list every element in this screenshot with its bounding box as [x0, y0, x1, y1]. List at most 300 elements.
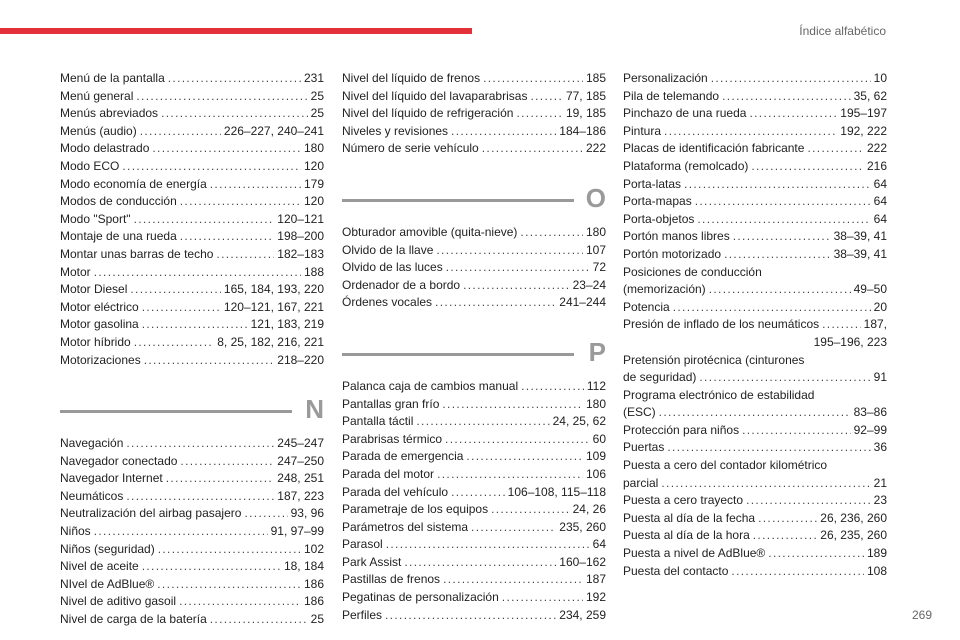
leader-dots [168, 70, 301, 88]
index-entry [60, 488, 324, 506]
section-heading-n [60, 389, 324, 429]
index-entry [623, 158, 887, 176]
index-entry [342, 571, 606, 589]
leader-dots [530, 88, 563, 106]
entry-term: Menús (audio) [60, 123, 137, 138]
index-entry [623, 140, 887, 158]
entry-pages: 24, 25, 62 [552, 414, 606, 429]
leader-dots [699, 369, 870, 387]
index-entry [60, 558, 324, 576]
index-entry [623, 299, 887, 317]
section-letter: O [585, 182, 606, 213]
index-entry [342, 105, 606, 123]
entry-term: (ESC) [623, 405, 656, 420]
entry-pages: 184–186 [559, 123, 606, 138]
entry-term: Palanca caja de cambios manual [342, 378, 519, 393]
entry-pages: 120 [303, 194, 324, 209]
leader-dots [751, 158, 864, 176]
index-entry [623, 404, 887, 422]
entry-pages: 72 [592, 260, 606, 275]
leader-dots [697, 211, 870, 229]
leader-dots [742, 422, 851, 440]
entry-pages: 185 [585, 71, 606, 85]
entry-term: Pantalla táctil [342, 414, 414, 429]
entry-pages: 64 [873, 211, 887, 226]
index-column-1 [60, 70, 324, 629]
entry-pages: 38–39, 41 [833, 229, 887, 244]
section-heading-o [342, 178, 606, 218]
leader-dots [684, 176, 871, 194]
entry-pages: 121, 183, 219 [250, 317, 324, 332]
entry-term: Modo delastrado [60, 141, 150, 156]
leader-dots [94, 264, 301, 282]
index-entry [342, 242, 606, 260]
entry-term: Olvido de la llave [342, 242, 434, 257]
leader-dots [731, 563, 864, 581]
index-entry-line: Pretensión pirotécnica (cinturones [623, 352, 805, 367]
entry-pages: 25 [310, 106, 324, 121]
entry-pages: 222 [585, 141, 606, 156]
index-entry [623, 88, 887, 106]
entry-pages: 93, 96 [290, 506, 324, 521]
leader-dots [442, 396, 583, 414]
leader-dots [180, 193, 301, 211]
entry-pages: 23–24 [572, 277, 606, 292]
entry-term: Pastillas de frenos [342, 572, 441, 587]
index-entry [623, 422, 887, 440]
index-entry [60, 123, 324, 141]
index-entry [60, 505, 324, 523]
leader-dots [709, 281, 851, 299]
entry-pages: 102 [303, 541, 324, 556]
entry-pages: 108 [866, 563, 887, 578]
entry-pages: 83–86 [853, 405, 887, 420]
entry-term: Neutralización del airbag pasajero [60, 506, 242, 521]
entry-list [623, 492, 887, 580]
index-entry [342, 589, 606, 607]
entry-pages: 23 [873, 493, 887, 508]
index-entry [623, 439, 887, 457]
index-entry [342, 519, 606, 537]
entry-term: Park Assist [342, 554, 402, 569]
leader-dots [180, 228, 275, 246]
index-entry [623, 281, 887, 299]
leader-dots [435, 294, 556, 312]
entry-pages: 106–108, 115–118 [507, 484, 606, 499]
entry-term: Ordenador de a bordo [342, 277, 461, 292]
section-rule [342, 353, 574, 356]
leader-dots [244, 505, 287, 523]
leader-dots [385, 607, 556, 625]
index-entry [623, 193, 887, 211]
entry-term: Puesta al día de la fecha [623, 510, 756, 525]
page-header-title: Índice alfabético [799, 24, 886, 38]
leader-dots [446, 259, 590, 277]
index-entry [60, 70, 324, 88]
entry-pages: 234, 259 [559, 607, 606, 622]
index-entry [623, 492, 887, 510]
entry-pages: 187 [585, 572, 606, 587]
entry-pages: 77, 185 [565, 88, 606, 103]
entry-term: Nivel del líquido de frenos [342, 71, 481, 85]
index-entry [623, 316, 887, 334]
index-entry [60, 88, 324, 106]
entry-term: Niños (seguridad) [60, 541, 155, 556]
entry-term: Motor híbrido [60, 334, 131, 349]
leader-dots [520, 224, 583, 242]
entry-pages: 8, 25, 182, 216, 221 [217, 334, 324, 349]
entry-pages: 91, 97–99 [270, 524, 324, 539]
entry-term: Puesta a nivel de AdBlue® [623, 546, 766, 561]
entry-term: Nivel de carga de la batería [60, 612, 207, 627]
entry-term: Personalización [623, 71, 708, 85]
entry-term: Neumáticos [60, 488, 124, 503]
entry-term: Motor Diesel [60, 282, 128, 297]
index-entry [60, 453, 324, 471]
entry-pages: 36 [873, 440, 887, 455]
entry-pages: 245–247 [277, 436, 324, 451]
entry-term: (memorización) [623, 282, 706, 297]
index-entry [342, 554, 606, 572]
entry-term: Niños [60, 524, 91, 539]
entry-pages: 179 [303, 176, 324, 191]
entry-term: Modo ECO [60, 158, 120, 173]
entry-term: Portón motorizado [623, 246, 722, 261]
leader-dots [130, 281, 221, 299]
leader-dots [180, 453, 274, 471]
entry-pages: 216 [866, 158, 887, 173]
entry-term: Montaje de una rueda [60, 229, 177, 244]
leader-dots [463, 277, 570, 295]
index-entry-line: Posiciones de conducción [623, 264, 762, 279]
entry-pages: 186 [303, 594, 324, 609]
leader-dots [807, 140, 864, 158]
entry-term: Parametraje de los equipos [342, 502, 489, 517]
leader-dots [436, 242, 583, 260]
entry-term: Navegador conectado [60, 453, 178, 468]
index-entry [60, 299, 324, 317]
entry-list [342, 224, 606, 312]
entry-pages: 35, 62 [853, 88, 887, 103]
entry-term: Potencia [623, 299, 670, 314]
entry-pages: 160–162 [559, 554, 606, 569]
entry-list [623, 422, 887, 457]
leader-dots [210, 611, 308, 629]
index-entry [342, 448, 606, 466]
entry-term: Navegación [60, 436, 124, 451]
entry-term: Porta-latas [623, 176, 682, 191]
section-letter: N [305, 394, 324, 425]
entry-term: Puesta a cero trayecto [623, 493, 744, 508]
entry-list [60, 435, 324, 629]
index-entry [342, 259, 606, 277]
entry-term: Nivel del líquido del lavaparabrisas [342, 88, 528, 103]
index-entry [60, 523, 324, 541]
entry-pages: 120–121, 167, 221 [223, 299, 324, 314]
index-entry [623, 228, 887, 246]
entry-pages: 187, 223 [277, 488, 324, 503]
entry-pages: 222 [866, 141, 887, 156]
section-heading-p [342, 332, 606, 372]
index-entry [342, 224, 606, 242]
entry-term: Nivel de aditivo gasoil [60, 594, 177, 609]
index-entry [60, 264, 324, 282]
entry-pages: 109 [585, 449, 606, 464]
index-entry [623, 70, 887, 88]
index-entry [342, 501, 606, 519]
entry-list [623, 70, 887, 264]
entry-pages: 235, 260 [559, 519, 606, 534]
index-entry [342, 88, 606, 106]
leader-dots [152, 140, 301, 158]
entry-term: Obturador amovible (quita-nieve) [342, 224, 518, 239]
entry-term: Pila de telemando [623, 88, 720, 103]
leader-dots [142, 299, 221, 317]
section-letter: P [588, 336, 606, 367]
entry-term: Nivel del líquido de refrigeración [342, 106, 514, 121]
leader-dots [136, 88, 307, 106]
leader-dots [179, 593, 301, 611]
entry-term: Presión de inflado de los neumáticos [623, 317, 820, 332]
leader-dots [724, 246, 831, 264]
leader-dots [126, 435, 274, 453]
index-entry [623, 369, 887, 387]
entry-pages: 188 [303, 264, 324, 279]
section-rule [342, 199, 574, 202]
entry-pages: 218–220 [277, 352, 324, 367]
entry-term: Protección para niños [623, 422, 740, 437]
leader-dots [471, 519, 556, 537]
entry-term: Porta-objetos [623, 211, 695, 226]
index-entry-line: Programa electrónico de estabilidad [623, 387, 815, 402]
index-entry [342, 294, 606, 312]
index-entry [60, 435, 324, 453]
index-entry [60, 611, 324, 629]
leader-dots [758, 510, 817, 528]
accent-bar [0, 28, 472, 34]
entry-pages: 18, 184 [283, 559, 324, 574]
page-number: 269 [911, 608, 932, 622]
entry-term: Nivel de aceite [60, 559, 139, 574]
entry-pages-continued: 195–196, 223 [813, 334, 887, 349]
entry-term: Modo "Sport" [60, 211, 131, 226]
leader-dots [126, 488, 274, 506]
entry-pages: 187, [863, 317, 887, 332]
entry-pages: 49–50 [853, 282, 887, 297]
entry-term: Parada del vehículo [342, 484, 449, 499]
leader-dots [482, 140, 583, 158]
index-entry-line: Puesta a cero del contador kilométrico [623, 458, 828, 473]
leader-dots [140, 123, 221, 141]
leader-dots [144, 352, 275, 370]
leader-dots [134, 211, 275, 229]
index-entry [60, 334, 324, 352]
leader-dots [445, 431, 590, 449]
index-entry [60, 316, 324, 334]
entry-pages: 226–227, 240–241 [223, 123, 324, 138]
entry-term: Número de serie vehículo [342, 141, 479, 156]
entry-pages: 180 [303, 141, 324, 156]
leader-dots [722, 88, 851, 106]
index-entry [623, 545, 887, 563]
entry-pages: 241–244 [559, 295, 606, 310]
leader-dots [664, 123, 837, 141]
entry-pages: 180 [585, 396, 606, 411]
entry-pages: 60 [592, 431, 606, 446]
entry-term: Porta-mapas [623, 194, 692, 209]
index-entry [60, 228, 324, 246]
entry-pages: 198–200 [277, 229, 324, 244]
entry-pages: 112 [586, 378, 606, 393]
entry-pages: 38–39, 41 [833, 246, 887, 261]
entry-list [342, 70, 606, 158]
entry-pages: 120–121 [277, 211, 324, 226]
entry-term: Modos de conducción [60, 194, 177, 209]
entry-pages: 165, 184, 193, 220 [223, 282, 324, 297]
leader-dots [695, 193, 871, 211]
index-entry [623, 475, 887, 493]
leader-dots [386, 536, 590, 554]
leader-dots [667, 439, 870, 457]
entry-term: de seguridad) [623, 370, 697, 385]
index-entry [60, 246, 324, 264]
entry-list [342, 378, 606, 624]
entry-term: Placas de identificación fabricante [623, 141, 805, 156]
entry-term: Olvido de las luces [342, 260, 443, 275]
entry-term: Menú de la pantalla [60, 71, 165, 85]
index-entry [623, 527, 887, 545]
leader-dots [749, 105, 837, 123]
index-entry [60, 470, 324, 488]
entry-pages: 10 [873, 71, 887, 85]
leader-dots [122, 158, 301, 176]
leader-dots [733, 228, 831, 246]
leader-dots [491, 501, 570, 519]
entry-term: Motor eléctrico [60, 299, 139, 314]
entry-pages: 195–197 [840, 106, 887, 121]
entry-pages: 92–99 [853, 422, 887, 437]
leader-dots [451, 123, 556, 141]
entry-pages: 19, 185 [565, 106, 606, 121]
leader-dots [521, 378, 584, 396]
entry-pages: 120 [303, 158, 324, 173]
entry-term: Portón manos libres [623, 229, 730, 244]
entry-term: Parabrisas térmico [342, 431, 443, 446]
entry-pages: 91 [873, 370, 887, 385]
leader-dots [134, 334, 215, 352]
entry-pages: 64 [873, 176, 887, 191]
leader-dots [94, 523, 268, 541]
entry-pages: 25 [310, 612, 324, 627]
index-entry [342, 396, 606, 414]
entry-term: Menú general [60, 88, 134, 103]
index-entry [60, 352, 324, 370]
entry-term: Montar unas barras de techo [60, 246, 214, 261]
entry-pages: 231 [303, 71, 324, 85]
index-entry [623, 123, 887, 141]
index-entry [60, 105, 324, 123]
leader-dots [157, 576, 301, 594]
leader-dots [142, 558, 281, 576]
index-entry [60, 193, 324, 211]
entry-term: NIvel de AdBlue® [60, 576, 155, 591]
entry-pages: 26, 236, 260 [820, 510, 887, 525]
entry-pages: 180 [585, 224, 606, 239]
entry-pages: 26, 235, 260 [820, 528, 887, 543]
entry-term: Navegador Internet [60, 471, 163, 486]
entry-pages: 186 [303, 576, 324, 591]
index-entry [623, 105, 887, 123]
entry-pages: 20 [873, 299, 887, 314]
entry-term: Parámetros del sistema [342, 519, 469, 534]
index-entry [623, 510, 887, 528]
entry-pages: 106 [585, 466, 606, 481]
entry-term: Puesta al día de la hora [623, 528, 750, 543]
index-entry [342, 466, 606, 484]
entry-term: Parasol [342, 537, 383, 552]
index-entry [342, 607, 606, 625]
leader-dots [768, 545, 864, 563]
leader-dots [466, 448, 583, 466]
entry-term: Modo economía de energía [60, 176, 207, 191]
entry-term: Pinchazo de una rueda [623, 106, 747, 121]
entry-term: Parada del motor [342, 466, 435, 481]
leader-dots [158, 541, 301, 559]
entry-pages: 107 [585, 242, 606, 257]
leader-dots [142, 316, 248, 334]
index-entry [342, 70, 606, 88]
leader-dots [437, 466, 583, 484]
leader-dots [516, 105, 563, 123]
index-column-2 [342, 70, 606, 624]
entry-pages: 24, 26 [572, 502, 606, 517]
leader-dots [161, 105, 308, 123]
leader-dots [673, 299, 871, 317]
index-column-3 [623, 70, 887, 580]
leader-dots [711, 70, 871, 88]
entry-term: Pintura [623, 123, 662, 138]
index-entry [342, 277, 606, 295]
leader-dots [483, 70, 583, 88]
entry-term: Motor gasolina [60, 317, 139, 332]
index-entry [342, 484, 606, 502]
entry-pages: 64 [592, 537, 606, 552]
entry-term: Puertas [623, 440, 665, 455]
leader-dots [822, 316, 861, 334]
entry-list [60, 70, 324, 369]
entry-term: Motorizaciones [60, 352, 141, 367]
index-entry [60, 158, 324, 176]
entry-pages: 64 [873, 194, 887, 209]
leader-dots [753, 527, 818, 545]
leader-dots [659, 404, 851, 422]
entry-term: Pantallas gran frío [342, 396, 440, 411]
entry-term: Menús abreviados [60, 106, 159, 121]
index-entry [342, 431, 606, 449]
index-entry [623, 246, 887, 264]
entry-term: parcial [623, 475, 659, 490]
entry-pages: 21 [873, 475, 887, 490]
entry-pages: 182–183 [277, 246, 324, 261]
index-entry [60, 176, 324, 194]
entry-pages: 247–250 [277, 453, 324, 468]
leader-dots [404, 554, 556, 572]
entry-pages: 192 [585, 590, 606, 605]
index-entry [342, 413, 606, 431]
index-entry [60, 541, 324, 559]
leader-dots [502, 589, 583, 607]
index-entry [623, 176, 887, 194]
